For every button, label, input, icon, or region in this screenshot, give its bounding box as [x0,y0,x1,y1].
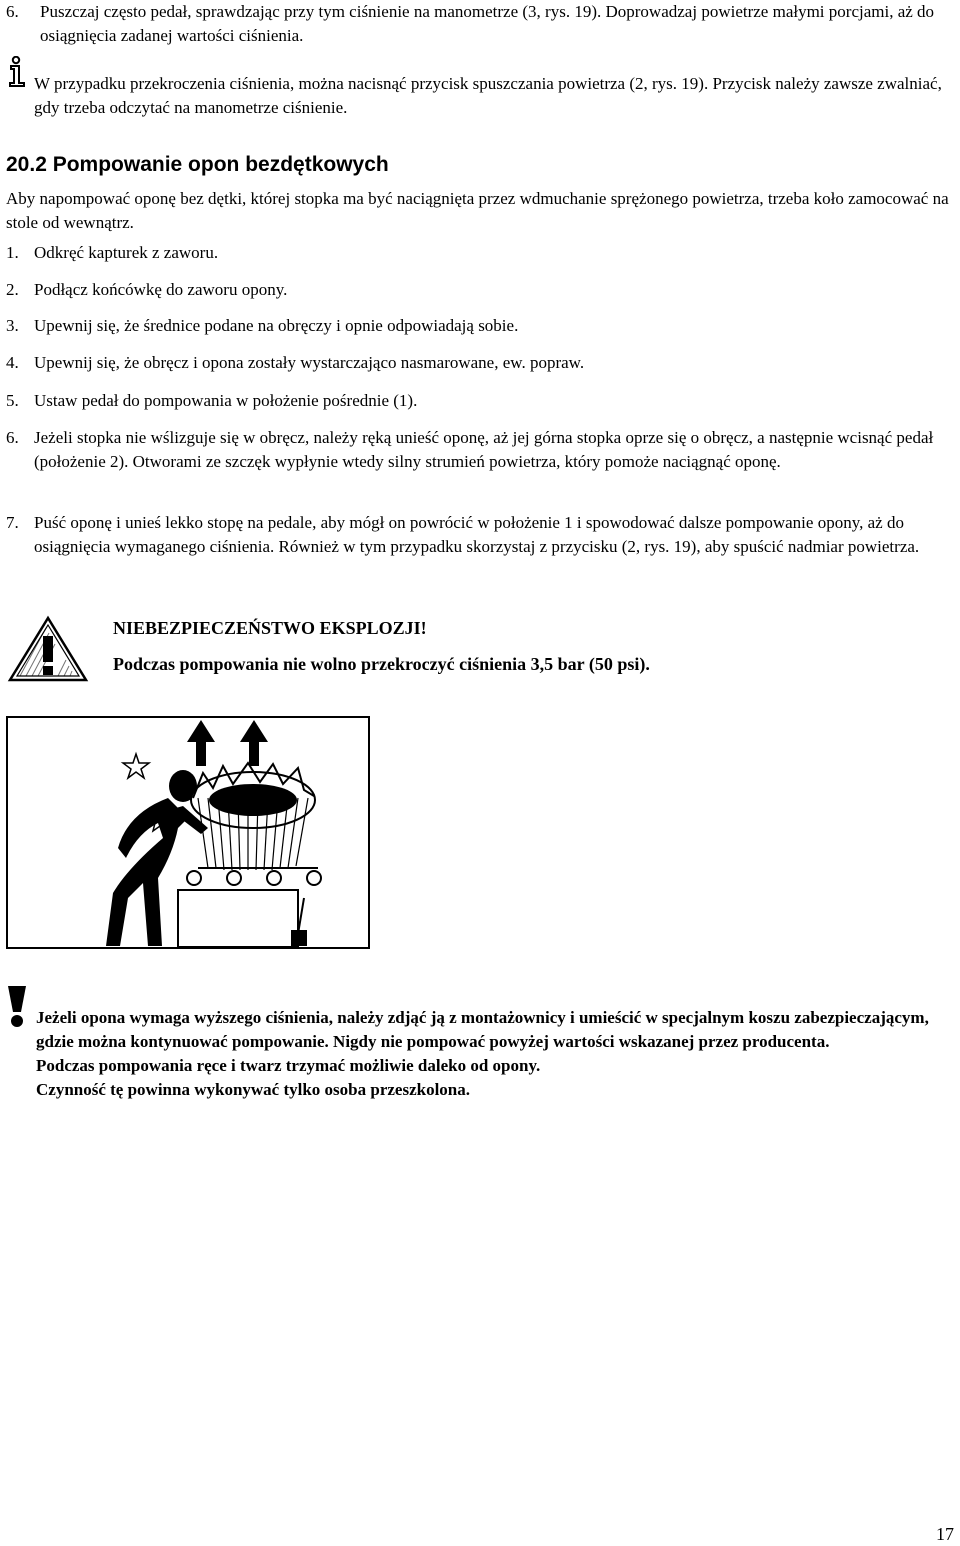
step-text: Ustaw pedał do pompowania w położenie pośrednie (1). [34,391,418,410]
step-text: Puść oponę i unieś lekko stopę na pedale, aby mógł on powrócić w położenie 1 i spowodować dalsze pompowanie opony, aż do osiągnięcia wymaganego ciśnienia. Również w tym przypadku skorzystaj z przycisku (2, rys. 19), aby spuścić nadmiar powietrza. [34,513,920,556]
step-number: 4. [6,353,19,372]
step-number: 6. [6,428,19,447]
final-warning-paragraph: Czynność tę powinna wykonywać tylko osoba przeszkolona. [36,1080,471,1099]
danger-title: NIEBEZPIECZEŃSTWO EKSPLOZJI! [113,618,427,638]
final-warning [36,1006,936,1102]
step-text: Odkręć kapturek z zaworu. [34,243,219,262]
final-warning-paragraph: Jeżeli opona wymaga wyższego ciśnienia, należy zdjąć ją z montażownicy i umieścić w specjalnym koszu zabezpieczającym, gdzie można kontynuować pompowanie. Nigdy nie pompować powyżej wartości wskazanej przez producenta. [36,1008,929,1051]
step-text: Upewnij się, że obręcz i opona zostały wystarczająco nasmarowane, ew. popraw. [34,353,585,372]
step-number: 3. [6,316,19,335]
exclamation-icon [4,984,30,1028]
section-intro: Aby napompować oponę bez dętki, której stopka ma być naciągnięta przez wdmuchanie sprężonego powietrza, trzeba koło zamocować na stole od wewnątrz. [6,189,949,232]
step-number: 6. [6,2,19,21]
info-icon [8,56,30,88]
warning-triangle-icon [6,614,90,684]
danger-text: Podczas pompowania nie wolno przekroczyć ciśnienia 3,5 bar (50 psi). [113,654,650,674]
info-note-text: W przypadku przekroczenia ciśnienia, można nacisnąć przycisk spuszczania powietrza (2, rys. 19). Przycisk należy zawsze zwalniać, gdy trzeba odczytać na manometrze ciśnienie. [34,74,942,117]
step-number: 5. [6,391,19,410]
step-number: 7. [6,513,19,532]
explosion-illustration [6,716,370,949]
final-warning-paragraph: Podczas pompowania ręce i twarz trzymać możliwie daleko od opony. [36,1056,541,1075]
explosion-pictogram [8,718,368,947]
step-number: 2. [6,280,19,299]
step-text: Upewnij się, że średnice podane na obręczy i opnie odpowiadają sobie. [34,316,519,335]
step-text: Puszczaj często pedał, sprawdzając przy tym ciśnienie na manometrze (3, rys. 19). Doprowadzaj powietrze małymi porcjami, aż do osiągnięcia zadanej wartości ciśnienia. [40,2,935,45]
step-number: 1. [6,243,19,262]
section-heading: 20.2 Pompowanie opon bezdętkowych [6,153,389,176]
step-text: Podłącz końcówkę do zaworu opony. [34,280,288,299]
page-number: 17 [936,1524,954,1544]
step-text: Jeżeli stopka nie wślizguje się w obręcz, należy ręką unieść oponę, aż jej górna stopka oprze się o obręcz, a następnie wcisnąć pedał (położenie 2). Otworami ze szczęk wypłynie wtedy silny strumień powietrza, który pomoże naciągnąć oponę. [34,428,934,471]
